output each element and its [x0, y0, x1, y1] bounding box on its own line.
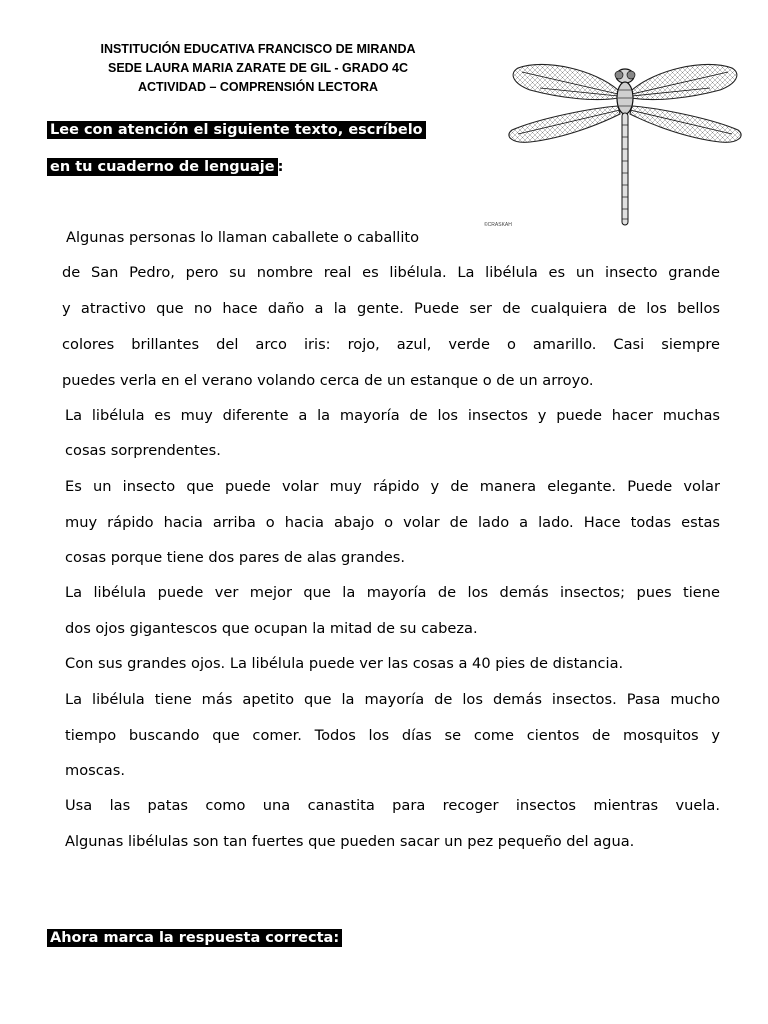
- image-credit: ©CRASKAH: [484, 222, 512, 228]
- text-line: colores brillantes del arco iris: rojo, azul, verde o amarillo. Casi siempre: [62, 336, 720, 353]
- instruction-line-1: [47, 122, 426, 138]
- text-line: Es un insecto que puede volar muy rápido y de manera elegante. Puede volar: [65, 478, 720, 495]
- instruction-line-2: [47, 159, 283, 175]
- text-line: cosas sorprendentes.: [65, 442, 221, 459]
- text-line: Algunas personas lo llaman caballete o caballito: [66, 229, 420, 246]
- text-line: moscas.: [65, 762, 125, 779]
- question-heading-highlight: Ahora marca la respuesta correcta:: [47, 929, 342, 947]
- text-line: Con sus grandes ojos. La libélula puede ver las cosas a 40 pies de distancia.: [65, 655, 624, 672]
- document-header: [40, 40, 476, 97]
- text-line: cosas porque tiene dos pares de alas grandes.: [65, 549, 405, 566]
- dragonfly-icon: [500, 50, 750, 235]
- instruction-colon: :: [277, 159, 284, 175]
- activity-title: ACTIVIDAD – COMPRENSIÓN LECTORA: [137, 80, 379, 94]
- question-heading: [47, 930, 342, 946]
- text-line: tiempo buscando que comer. Todos los días se come cientos de mosquitos y: [65, 727, 720, 744]
- text-line: La libélula es muy diferente a la mayoría de los insectos y puede hacer muchas: [65, 407, 720, 424]
- text-line: Algunas libélulas son tan fuertes que pueden sacar un pez pequeño del agua.: [65, 833, 635, 850]
- text-line: puedes verla en el verano volando cerca de un estanque o de un arroyo.: [62, 372, 594, 389]
- text-line: de San Pedro, pero su nombre real es libélula. La libélula es un insecto grande: [62, 264, 720, 281]
- text-line: muy rápido hacia arriba o hacia abajo o volar de lado a lado. Hace todas estas: [65, 514, 720, 531]
- school-name: INSTITUCIÓN EDUCATIVA FRANCISCO DE MIRANDA: [100, 42, 416, 56]
- dragonfly-illustration: [500, 50, 750, 235]
- text-line: Usa las patas como una canastita para recoger insectos mientras vuela.: [65, 797, 720, 814]
- instruction-highlight-2: en tu cuaderno de lenguaje: [47, 158, 278, 176]
- instruction-highlight-1: Lee con atención el siguiente texto, escríbelo: [47, 121, 426, 139]
- text-line: dos ojos gigantescos que ocupan la mitad de su cabeza.: [65, 620, 478, 637]
- text-line: La libélula puede ver mejor que la mayoría de los demás insectos; pues tiene: [65, 584, 720, 601]
- text-line: y atractivo que no hace daño a la gente. Puede ser de cualquiera de los bellos: [62, 300, 720, 317]
- text-line: La libélula tiene más apetito que la mayoría de los demás insectos. Pasa mucho: [65, 691, 720, 708]
- school-branch: SEDE LAURA MARIA ZARATE DE GIL - GRADO 4C: [107, 61, 408, 75]
